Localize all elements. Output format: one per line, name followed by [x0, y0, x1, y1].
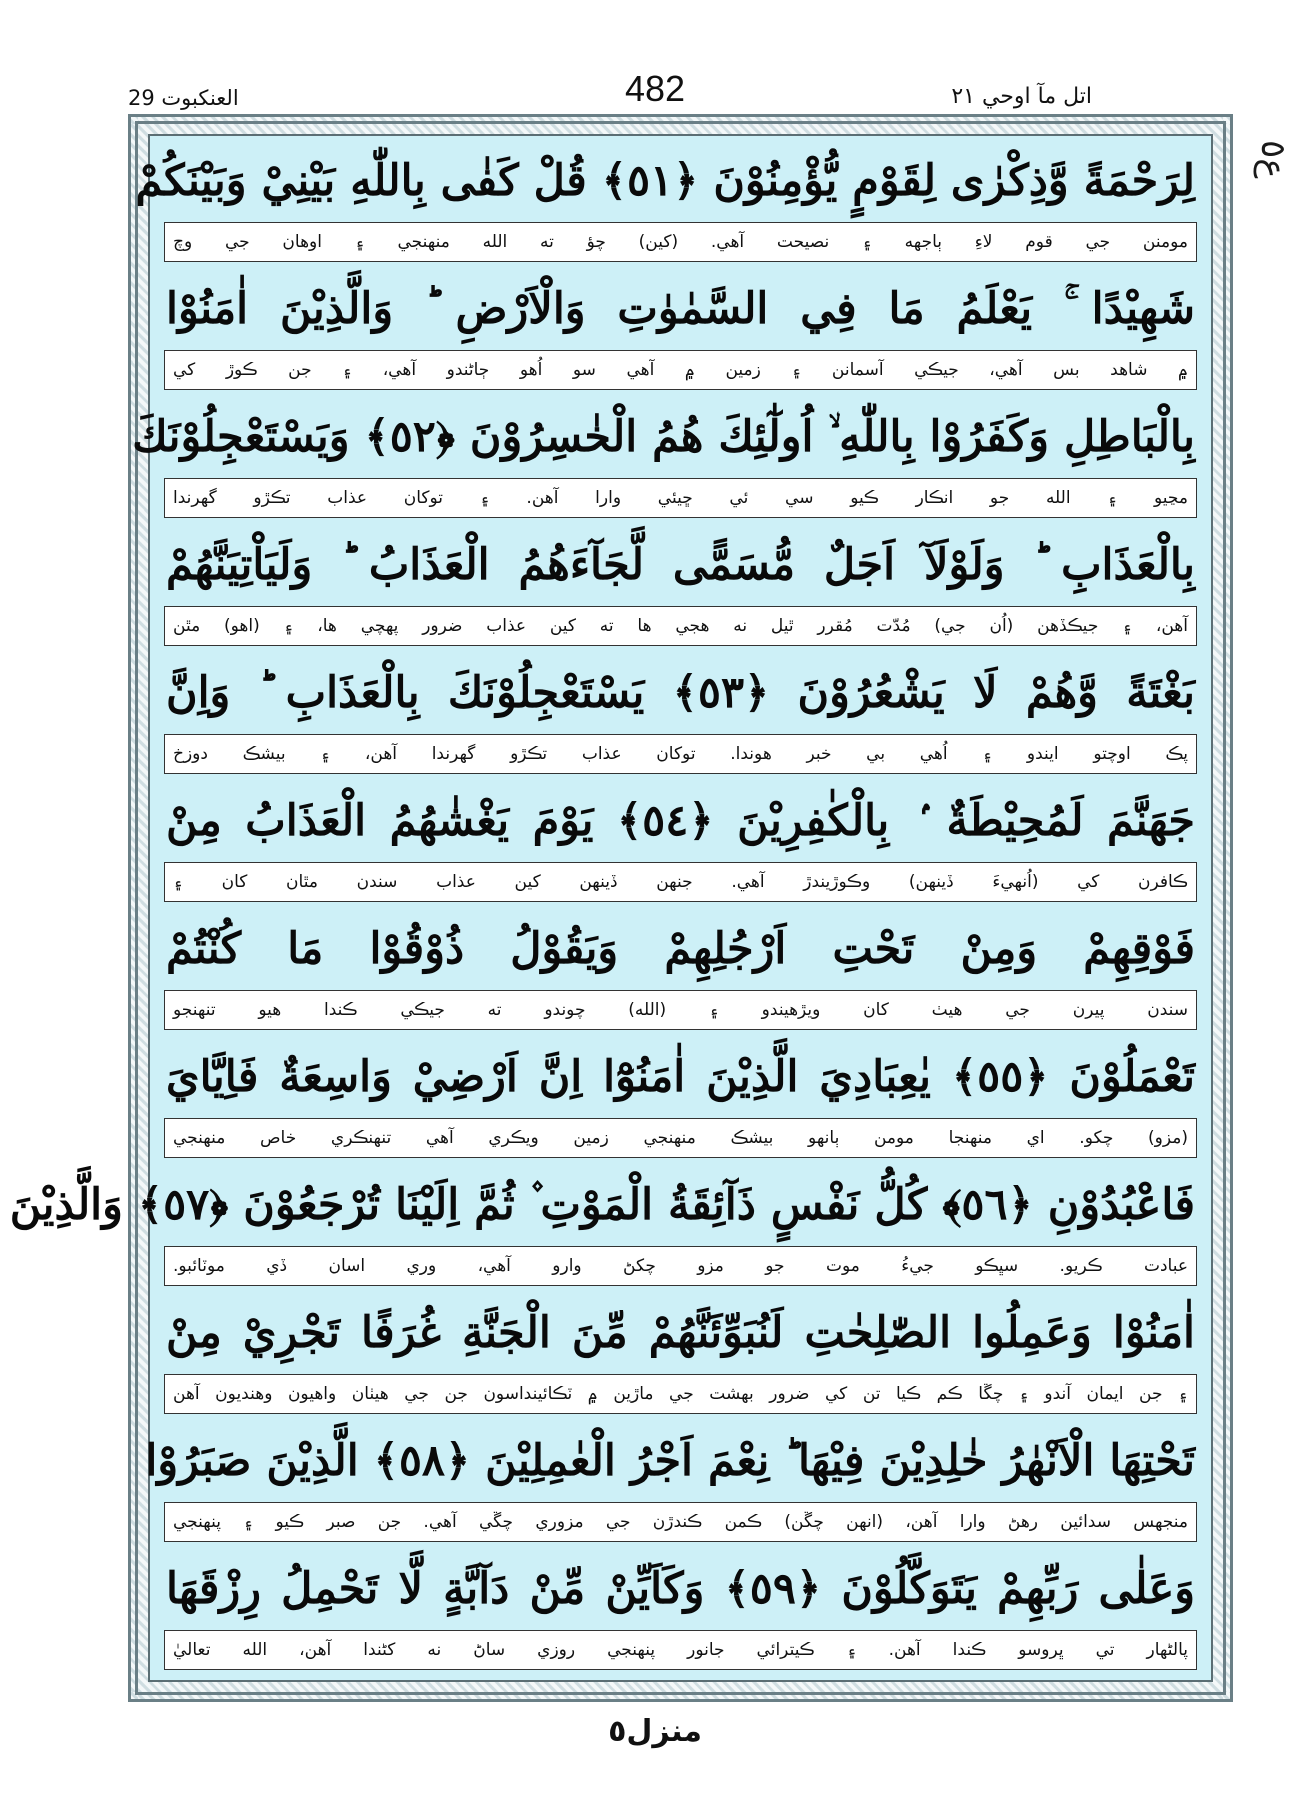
arabic-verse-line: فَوْقِهِمْ وَمِنْ تَحْتِ اَرْجُلِهِمْ وَيَقُوْلُ ذُوْقُوْا مَا كُنْتُمْ: [166, 924, 1195, 974]
ruku-marker: ع٥: [1253, 140, 1293, 179]
arabic-verse-line: وَعَلٰى رَبِّهِمْ يَتَوَكَّلُوْنَ ﴿٥٩﴾ وَكَاَيِّنْ مِّنْ دَآبَّةٍ لَّا تَحْمِلُ رِزْقَهَا: [166, 1564, 1195, 1614]
juz-header: اتل مآ اوحي ٢١: [951, 84, 1092, 109]
arabic-verse-line: لِرَحْمَةً وَّذِكْرٰى لِقَوْمٍ يُّؤْمِنُوْنَ ﴿٥١﴾ قُلْ كَفٰى بِاللّٰهِ بَيْنِيْ وَبَيْنَكُمْ: [135, 156, 1195, 206]
translation-line: پالڻهار تي ڀروسو ڪندا آهن. ۽ ڪيترائي جانور پنهنجي روزي ساڻ نه کڻندا آهن، الله تعاليٰ: [164, 1630, 1197, 1670]
translation-line: مڃيو ۽ الله جو انڪار ڪيو سي ئي ڇيئي وارا آهن. ۽ توکان عذاب تڪڙو گهرندا: [164, 478, 1197, 518]
translation-line: ڪافرن کي (اُنهيءَ ڏينهن) وڪوڙيندڙ آهي. جنهن ڏينهن کين عذاب سندن مٿان کان ۽: [164, 862, 1197, 902]
page-border: [9, 114, 1233, 1702]
arabic-verse-line: فَاعْبُدُوْنِ ﴿٥٦﴾ كُلُّ نَفْسٍ ذَآئِقَةُ الْمَوْتِ ۫ ثُمَّ اِلَيْنَا تُرْجَعُوْنَ ﴿٥٧﴾ وَالَّذِيْنَ: [9, 1180, 1195, 1230]
arabic-verse-line: تَعْمَلُوْنَ ﴿٥٥﴾ يٰعِبَادِيَ الَّذِيْنَ اٰمَنُوْٓا اِنَّ اَرْضِيْ وَاسِعَةٌ فَاِيَّايَ: [166, 1052, 1195, 1102]
translation-line: آهن، ۽ جيڪڏهن (اُن جي) مُدّت مُقرر ٿيل نه هجي ها ته کين عذاب ضرور پهچي ها، ۽ (اهو) مٿن: [164, 606, 1197, 646]
translation-line: مومنن جي قوم لاءِ ٻاجهه ۽ نصيحت آهي. (کين) چؤ ته الله منهنجي ۽ اوهان جي وچ: [164, 222, 1197, 262]
arabic-verse-line: جَهَنَّمَ لَمُحِيْطَةٌ ۢ بِالْكٰفِرِيْنَ ﴿٥٤﴾ يَوْمَ يَغْشٰهُمُ الْعَذَابُ مِنْ: [166, 796, 1195, 846]
translation-line: ۽ جن ايمان آندو ۽ چڱا ڪم ڪيا تن کي ضرور بهشت جي ماڙين ۾ ٽڪائينداسون جن جي هيٺان واهيون وهنديون آهن: [164, 1374, 1197, 1414]
arabic-verse-line: بِالْعَذَابِ ؕ وَلَوْلَآ اَجَلٌ مُّسَمًّى لَّجَآءَهُمُ الْعَذَابُ ؕ وَلَيَاْتِيَنَّهُمْ: [166, 540, 1195, 590]
surah-header: العنكبوت 29: [128, 86, 239, 110]
translation-line: منجهس سدائين رهڻ وارا آهن، (انهن چڱن) ڪمن ڪندڙن جي مزوري چڱي آهي. جن صبر ڪيو ۽ پنهنجي: [164, 1502, 1197, 1542]
translation-line: سندن پيرن جي هيٺ کان ويڙهيندو ۽ (الله) چوندو ته جيڪي ڪندا هيو تنهنجو: [164, 990, 1197, 1030]
arabic-verse-line: شَهِيْدًا ۚ يَعْلَمُ مَا فِي السَّمٰوٰتِ وَالْاَرْضِ ؕ وَالَّذِيْنَ اٰمَنُوْا: [166, 284, 1195, 334]
translation-line: ۾ شاهد بس آهي، جيڪي آسمانن ۽ زمين ۾ آهي سو اُهو ڄاڻندو آهي، ۽ جن ڪوڙ کي: [164, 350, 1197, 390]
arabic-verse-line: اٰمَنُوْا وَعَمِلُوا الصّٰلِحٰتِ لَنُبَوِّئَنَّهُمْ مِّنَ الْجَنَّةِ غُرَفًا تَجْرِيْ مِنْ: [166, 1308, 1195, 1358]
text-panel: [9, 134, 1213, 1682]
translation-line: عبادت ڪريو. سڀڪو جيءُ موت جو مزو چکڻ وارو آهي، وري اسان ڏي موٽائبو.: [164, 1246, 1197, 1286]
page-number: 482: [624, 68, 686, 109]
arabic-verse-line: تَحْتِهَا الْاَنْهٰرُ خٰلِدِيْنَ فِيْهَا ؕ نِعْمَ اَجْرُ الْعٰمِلِيْنَ ﴿٥٨﴾ الَّذِيْنَ صَبَرُوْا: [145, 1436, 1195, 1486]
arabic-verse-line: بَغْتَةً وَّهُمْ لَا يَشْعُرُوْنَ ﴿٥٣﴾ يَسْتَعْجِلُوْنَكَ بِالْعَذَابِ ؕ وَاِنَّ: [166, 668, 1195, 718]
arabic-verse-line: بِالْبَاطِلِ وَكَفَرُوْا بِاللّٰهِ ۙ اُولٰٓئِكَ هُمُ الْخٰسِرُوْنَ ﴿٥٢﴾ وَيَسْتَعْجِلُوْنَكَ: [132, 412, 1195, 462]
translation-line: (مزو) چکو. اي منهنجا مومن ٻانهو بيشڪ منهنجي زمين ويڪري آهي تنهنڪري خاص منهنجي: [164, 1118, 1197, 1158]
translation-line: پڪ اوچتو ايندو ۽ اُهي بي خبر هوندا. توکان عذاب تڪڙو گهرندا آهن، ۽ بيشڪ دوزخ: [164, 734, 1197, 774]
manzil-label: منزل٥: [608, 1714, 702, 1749]
